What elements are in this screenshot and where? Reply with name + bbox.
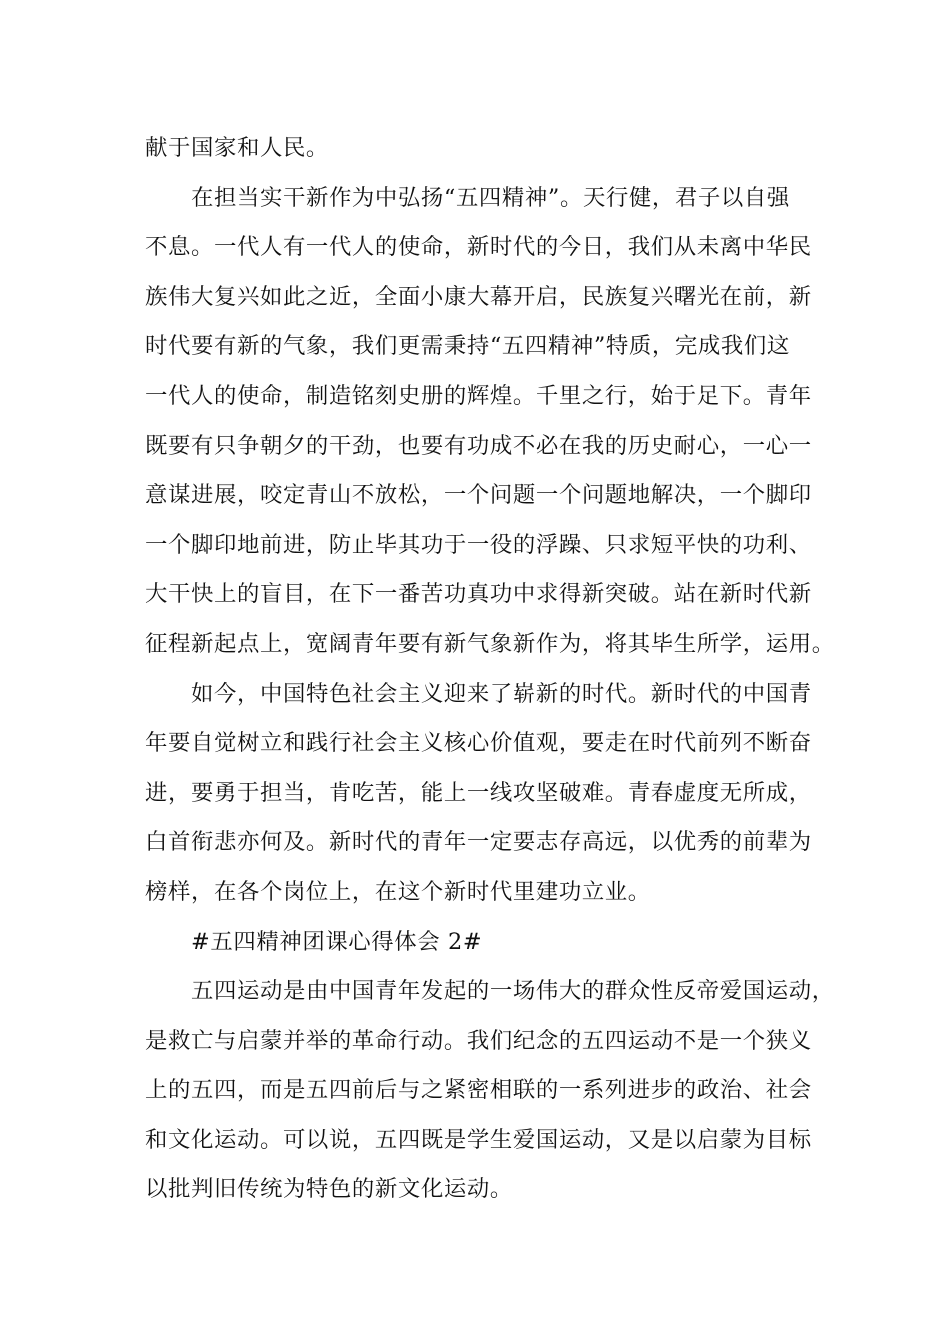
- text-line: 年要自觉树立和践行社会主义核心价值观，要走在时代前列不断奋: [145, 730, 812, 757]
- text-line: 不息。一代人有一代人的使命，新时代的今日，我们从未离中华民: [145, 234, 812, 261]
- text-line: 以批判旧传统为特色的新文化运动。: [145, 1176, 513, 1203]
- text-line: 大干快上的盲目，在下一番苦功真功中求得新突破。站在新时代新: [145, 581, 812, 608]
- paragraph-start-line: 在担当实干新作为中弘扬“五四精神”。天行健，君子以自强: [191, 184, 790, 211]
- document-body: [145, 124, 835, 1215]
- text-line: 一个脚印地前进，防止毕其功于一役的浮躁、只求短平快的功利、: [145, 531, 812, 558]
- section-heading: #五四精神团课心得体会 2#: [191, 928, 483, 955]
- text-line: 是救亡与启蒙并举的革命行动。我们纪念的五四运动不是一个狭义: [145, 1027, 812, 1054]
- text-line: 白首衔悲亦何及。新时代的青年一定要志存高远，以优秀的前辈为: [145, 829, 812, 856]
- text-line: 征程新起点上，宽阔青年要有新气象新作为，将其毕生所学，运用。: [145, 630, 835, 657]
- text-line: 进，要勇于担当，肯吃苦，能上一线攻坚破难。青春虚度无所成，: [145, 779, 812, 806]
- text-line: 献于国家和人民。: [145, 135, 329, 161]
- text-line: 和文化运动。可以说，五四既是学生爱国运动，又是以启蒙为目标: [145, 1126, 812, 1153]
- text-line: 时代要有新的气象，我们更需秉持“五四精神”特质，完成我们这: [145, 333, 790, 360]
- paragraph-start-line: 如今，中国特色社会主义迎来了崭新的时代。新时代的中国青: [191, 680, 812, 707]
- text-line: 榜样，在各个岗位上，在这个新时代里建功立业。: [145, 878, 651, 905]
- paragraph-start-line: 五四运动是由中国青年发起的一场伟大的群众性反帝爱国运动，: [191, 978, 835, 1005]
- text-line: 族伟大复兴如此之近，全面小康大幕开启，民族复兴曙光在前，新: [145, 283, 812, 310]
- text-line: 上的五四，而是五四前后与之紧密相联的一系列进步的政治、社会: [145, 1077, 812, 1104]
- text-line: 一代人的使命，制造铭刻史册的辉煌。千里之行，始于足下。青年: [145, 382, 812, 409]
- text-line: 既要有只争朝夕的干劲，也要有功成不必在我的历史耐心，一心一: [145, 432, 812, 459]
- text-line: 意谋进展，咬定青山不放松，一个问题一个问题地解决，一个脚印: [145, 482, 812, 509]
